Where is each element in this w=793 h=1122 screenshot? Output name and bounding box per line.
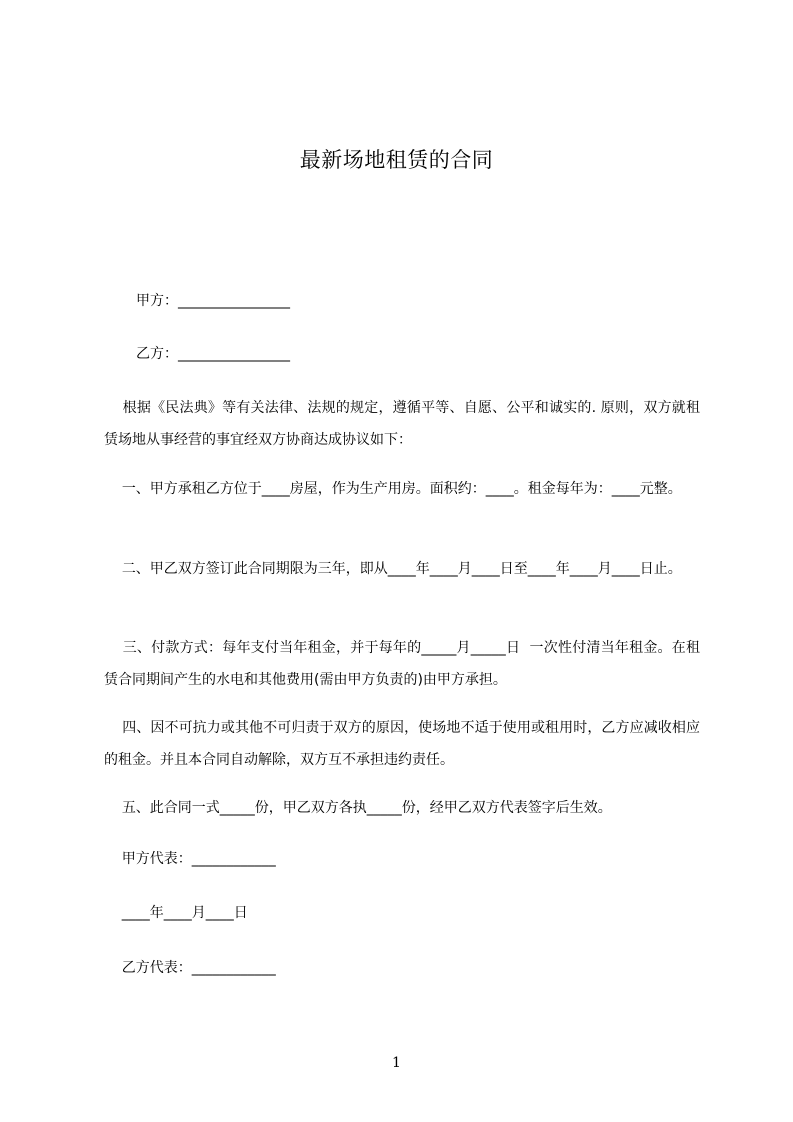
document-title: 最新场地租赁的合同 bbox=[299, 148, 494, 172]
page-number: 1 bbox=[392, 1055, 401, 1071]
clause-2-paragraph: 二、甲乙双方签订此合同期限为三年，即从____年____月____日至____年____月____日止。 bbox=[104, 561, 682, 577]
clause-1-paragraph: 一、甲方承租乙方位于____房屋，作为生产用房。面积约：____。租金每年为：____元整。 bbox=[104, 481, 682, 497]
clause-3-paragraph: 三、付款方式：每年支付当年租金，并于每年的_____月_____日 一次性付清当年租金。在租赁合同期间产生的水电和其他费用(需由甲方负责的)由甲方承担。 bbox=[104, 640, 700, 688]
clause-5-paragraph: 五、此合同一式_____份，甲乙双方各执_____份，经甲乙双方代表签字后生效。 bbox=[104, 800, 612, 816]
party-b-representative-line: 乙方代表：____________ bbox=[104, 960, 276, 976]
clause-4-paragraph: 四、因不可抗力或其他不可归责于双方的原因，使场地不适于使用或租用时，乙方应减收相应的租金。并且本合同自动解除，双方互不承担违约责任。 bbox=[104, 720, 700, 768]
party-a-line: 甲方：________________ bbox=[136, 293, 290, 309]
party-b-line: 乙方：________________ bbox=[136, 346, 290, 362]
party-a-representative-line: 甲方代表：____________ bbox=[104, 851, 276, 867]
intro-paragraph: 根据《民法典》等有关法律、法规的规定，遵循平等、自愿、公平和诚实的. 原则，双方就租赁场地从事经营的事宜经双方协商达成协议如下： bbox=[104, 400, 700, 448]
signing-date-line: ____年____月____日 bbox=[104, 905, 248, 921]
